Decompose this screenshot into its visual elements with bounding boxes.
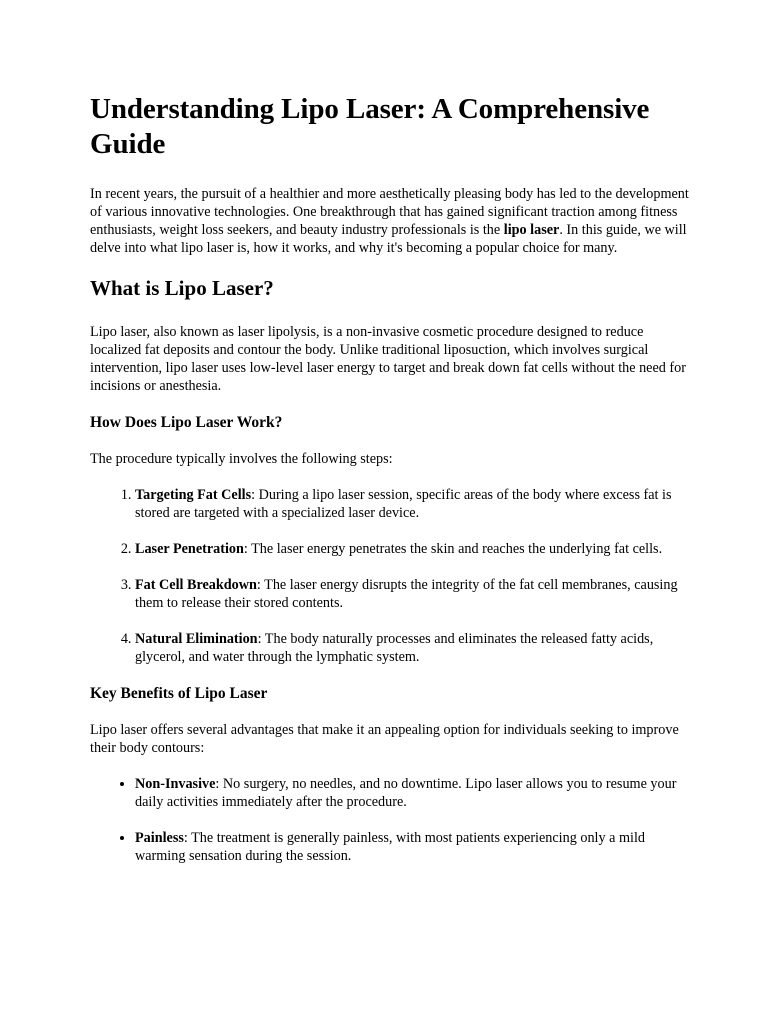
step-text: : The body naturally processes and eliminates the released fatty acids, glycerol, and water through the lymphatic system. bbox=[135, 631, 654, 665]
benefits-heading: Key Benefits of Lipo Laser bbox=[90, 685, 268, 702]
step-text: : The laser energy disrupts the integrity of the fat cell membranes, causing them to release their stored contents. bbox=[135, 577, 678, 611]
step-term: Natural Elimination bbox=[135, 631, 258, 647]
how-intro: The procedure typically involves the following steps: bbox=[90, 451, 393, 467]
list-item bbox=[135, 829, 690, 865]
how-heading: How Does Lipo Laser Work? bbox=[90, 414, 283, 431]
step-term: Fat Cell Breakdown bbox=[135, 577, 257, 593]
benefits-list bbox=[90, 775, 690, 865]
step-term: Targeting Fat Cells bbox=[135, 487, 252, 503]
step-text: : The laser energy penetrates the skin and reaches the underlying fat cells. bbox=[243, 541, 663, 557]
list-item bbox=[135, 576, 690, 612]
step-text: : During a lipo laser session, specific areas of the body where excess fat is stored are targeted with a specialized laser device. bbox=[135, 487, 672, 521]
steps-list bbox=[90, 486, 690, 666]
step-term: Laser Penetration bbox=[135, 541, 244, 557]
benefit-term: Non-Invasive bbox=[135, 776, 216, 792]
intro-bold-term: lipo laser bbox=[503, 222, 560, 238]
benefit-text: : No surgery, no needles, and no downtime. Lipo laser allows you to resume your daily activities immediately after the procedure. bbox=[135, 776, 677, 810]
intro-text-before: In recent years, the pursuit of a healthier and more aesthetically pleasing body has led to the development of various innovative technologies. One breakthrough that has gained significant traction among fitness enthusiasts, weight loss seekers, and beauty industry professionals is the bbox=[90, 186, 689, 238]
benefit-term: Painless bbox=[135, 830, 184, 846]
benefits-intro: Lipo laser offers several advantages that make it an appealing option for individuals seeking to improve their body contours: bbox=[90, 722, 679, 756]
intro-paragraph bbox=[90, 185, 690, 257]
what-heading: What is Lipo Laser? bbox=[90, 276, 274, 300]
intro-text-after: . In this guide, we will delve into what lipo laser is, how it works, and why it's becoming a popular choice for many. bbox=[90, 222, 687, 256]
benefit-text: : The treatment is generally painless, with most patients experiencing only a mild warming sensation during the session. bbox=[135, 830, 645, 864]
list-item bbox=[135, 540, 690, 558]
page-title: Understanding Lipo Laser: A Comprehensive Guide bbox=[90, 93, 650, 160]
document-page bbox=[90, 92, 690, 883]
list-item bbox=[135, 630, 690, 666]
what-paragraph: Lipo laser, also known as laser lipolysis, is a non-invasive cosmetic procedure designed to reduce localized fat deposits and contour the body. Unlike traditional liposuction, which involves surgical intervention, lipo laser uses low-level laser energy to target and break down fat cells without the need for incisions or anesthesia. bbox=[90, 324, 686, 394]
list-item bbox=[135, 486, 690, 522]
list-item bbox=[135, 775, 690, 811]
